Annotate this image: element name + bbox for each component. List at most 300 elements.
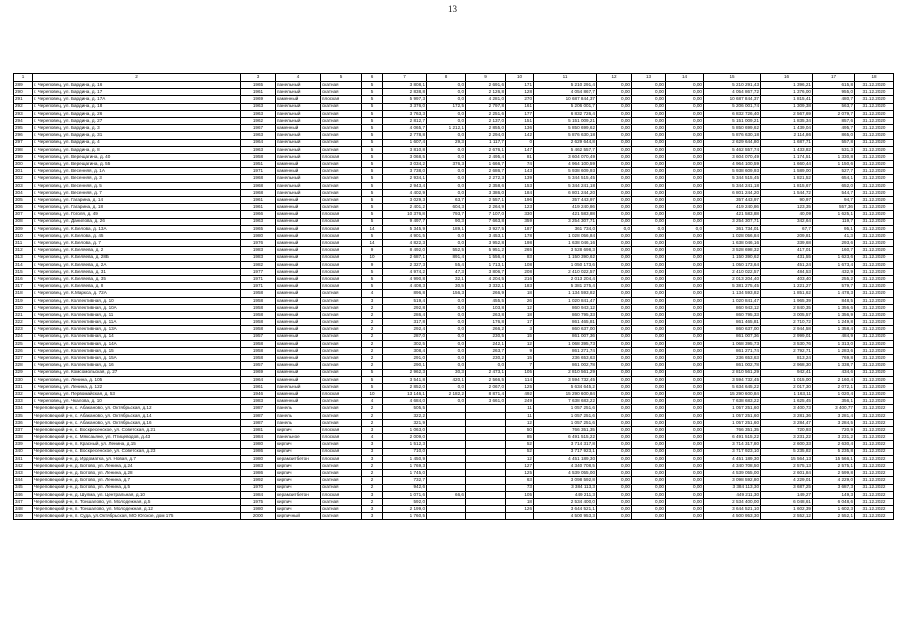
table-cell: г. Череповец, ул. К.Беляева, д. 2А: [33, 261, 241, 268]
table-cell: каменный: [276, 362, 321, 369]
table-cell: 0,00: [666, 96, 704, 103]
table-cell: 3 376,0: [383, 103, 427, 110]
table-cell: 0,00: [632, 376, 666, 383]
table-cell: 2 067,0: [466, 383, 506, 390]
table-cell: 0,00: [632, 175, 666, 182]
column-number: 4: [276, 74, 321, 82]
table-cell: 2 199,0: [383, 506, 427, 513]
table-cell: 11: [506, 412, 534, 419]
table-cell: 3 400,73: [761, 405, 813, 412]
table-cell: 0,00: [597, 232, 632, 239]
table-cell: 0,00: [632, 189, 666, 196]
table-cell: скатная: [321, 498, 362, 505]
table-cell: 1 760,5: [383, 513, 427, 520]
table-cell: 0,00: [597, 218, 632, 225]
table-cell: 339: [14, 441, 33, 448]
table-cell: 1 556,4: [466, 254, 506, 261]
table-cell: 0,00: [666, 161, 704, 168]
table-cell: 2: [362, 462, 383, 469]
table-cell: 0,00: [632, 125, 666, 132]
table-cell: 326: [14, 347, 33, 354]
table-cell: 861 465,81: [534, 319, 597, 326]
table-row: [14, 362, 894, 369]
table-cell: 5: [362, 146, 383, 153]
table-cell: 652,0: [813, 182, 855, 189]
table-cell: г. Череповец, ул. Бардина, д. 17А: [33, 96, 241, 103]
table-cell: 3: [362, 427, 383, 434]
table-cell: 3 530,76: [761, 340, 813, 347]
table-cell: 1 212,1: [427, 125, 466, 132]
table-row: [14, 419, 894, 426]
table-cell: 0,0: [427, 383, 466, 390]
table-cell: 0,00: [597, 290, 632, 297]
table-cell: 2 629 644,80: [704, 139, 761, 146]
table-cell: 1 769,3: [383, 462, 427, 469]
table-cell: скатная: [321, 319, 362, 326]
table-cell: каменный: [276, 347, 321, 354]
table-cell: каменный: [276, 398, 321, 405]
table-cell: 2 600,33: [761, 441, 813, 448]
table-cell: 3 284,5: [813, 419, 855, 426]
table-cell: 0,00: [666, 297, 704, 304]
table-cell: 0,00: [666, 412, 704, 419]
table-cell: 297: [14, 139, 33, 146]
table-cell: 557,8: [813, 139, 855, 146]
table-cell: 12: [506, 340, 534, 347]
table-cell: 1 057 251,6: [534, 412, 597, 419]
table-cell: 4 402,9: [383, 189, 427, 196]
table-cell: 321: [14, 312, 33, 319]
table-cell: 484,53: [761, 268, 813, 275]
table-cell: 31.12.2020: [855, 247, 894, 254]
table-cell: 4 451 189,30: [534, 455, 597, 462]
table-cell: 2: [362, 470, 383, 477]
table-row: [14, 297, 894, 304]
table-cell: 356,1: [813, 398, 855, 405]
table-cell: 0,00: [597, 347, 632, 354]
table-cell: 322,2: [383, 412, 427, 419]
table-cell: 357 443,97: [534, 197, 597, 204]
table-cell: г. Череповец, ул. Коллективная, д. 14: [33, 333, 241, 340]
table-cell: 0,00: [632, 146, 666, 153]
column-number: 11: [534, 74, 597, 82]
table-cell: 3 717 923,1: [534, 448, 597, 455]
table-cell: 0,00: [597, 82, 632, 89]
table-cell: 2 251,6: [466, 110, 506, 117]
table-cell: 315: [14, 268, 33, 275]
table-cell: 0,0: [427, 96, 466, 103]
table-cell: 1980: [241, 455, 276, 462]
table-cell: 5 344 241,18: [704, 182, 761, 189]
table-cell: 0,00: [597, 240, 632, 247]
table-cell: панельный: [276, 146, 321, 153]
table-cell: 31.12.2022: [855, 513, 894, 520]
table-cell: 322: [14, 319, 33, 326]
table-cell: 31.12.2022: [855, 434, 894, 441]
table-row: [14, 197, 894, 204]
table-cell: 270: [506, 96, 534, 103]
table-cell: 0,00: [597, 391, 632, 398]
table-cell: 0,00: [597, 297, 632, 304]
table-cell: 31.12.2020: [855, 197, 894, 204]
table-cell: скатная: [321, 117, 362, 124]
table-cell: 18: [506, 312, 534, 319]
table-cell: каменный: [276, 232, 321, 239]
table-cell: 1958: [241, 304, 276, 311]
table-cell: скатная: [321, 383, 362, 390]
table-cell: 860 795,33: [534, 312, 597, 319]
table-cell: 0,00: [632, 283, 666, 290]
table-cell: 1 050 173,6: [534, 261, 597, 268]
table-cell: скатная: [321, 369, 362, 376]
table-cell: 495,7: [813, 125, 855, 132]
table-cell: 5 210 291,4: [534, 82, 597, 89]
table-cell: [466, 513, 506, 520]
table-cell: 357 443,97: [704, 197, 761, 204]
table-cell: 1980: [241, 441, 276, 448]
table-cell: 3: [362, 441, 383, 448]
table-cell: 1 028 056,84: [534, 232, 597, 239]
table-cell: 1982: [241, 261, 276, 268]
table-cell: 0,00: [666, 240, 704, 247]
table-cell: г. Череповец, ул. Бардина, д. 8: [33, 146, 241, 153]
table-cell: кирпич: [276, 484, 321, 491]
table-cell: панельный: [276, 189, 321, 196]
table-cell: 4: [362, 398, 383, 405]
table-cell: 1 625,1: [813, 211, 855, 218]
table-cell: г. Череповец, ул. Ленина, д. 105: [33, 376, 241, 383]
table-cell: 860 943,12: [704, 304, 761, 311]
table-cell: 860 637,00: [704, 326, 761, 333]
table-cell: 0,0: [427, 153, 466, 160]
table-cell: 15 564,13: [761, 455, 813, 462]
table-cell: 31.12.2020: [855, 290, 894, 297]
table-cell: [427, 419, 466, 426]
table-cell: 31.12.2020: [855, 240, 894, 247]
table-cell: 0,00: [632, 506, 666, 513]
table-cell: 0,00: [597, 247, 632, 254]
table-cell: 4 340 708,5: [534, 462, 597, 469]
table-cell: 103,8: [466, 304, 506, 311]
table-cell: панельный: [276, 82, 321, 89]
table-cell: 2: [362, 312, 383, 319]
table-cell: 2 676,1: [466, 146, 506, 153]
table-cell: 3 763,3: [383, 110, 427, 117]
table-cell: 1964: [241, 139, 276, 146]
table-cell: 2 855,0: [466, 125, 506, 132]
table-cell: 66,6: [427, 491, 466, 498]
table-row: [14, 139, 894, 146]
table-cell: 32,1: [427, 276, 466, 283]
table-cell: панельный: [276, 383, 321, 390]
table-cell: 1971: [241, 168, 276, 175]
table-cell: 419 240,86: [534, 204, 597, 211]
table-cell: 1963: [241, 103, 276, 110]
table-cell: 0,00: [666, 204, 704, 211]
table-cell: каменный: [276, 391, 321, 398]
table-cell: скатная: [321, 506, 362, 513]
table-cell: г. Череповец, ул. Весенняя, д. 1А: [33, 168, 241, 175]
table-cell: 347: [14, 498, 33, 505]
table-cell: 0,00: [666, 491, 704, 498]
table-cell: 31.12.2020: [855, 132, 894, 139]
table-row: [14, 189, 894, 196]
table-cell: 0,00: [597, 268, 632, 275]
table-cell: 3 332,1: [466, 283, 506, 290]
table-cell: скатная: [321, 470, 362, 477]
table-cell: г. Череповец, ул. Ленина, д. 122: [33, 383, 241, 390]
table-cell: кирпич: [276, 427, 321, 434]
table-cell: 793,7: [427, 211, 466, 218]
table-cell: 3 254 307,71: [704, 218, 761, 225]
table-cell: скатная: [321, 484, 362, 491]
table-cell: 2 495,4: [466, 153, 506, 160]
table-cell: 14: [362, 240, 383, 247]
table-cell: 90,3: [427, 218, 466, 225]
table-row: [14, 247, 894, 254]
table-cell: 0,00: [597, 434, 632, 441]
table-cell: 1969: [241, 96, 276, 103]
table-cell: 13 146,1: [383, 391, 427, 398]
column-number: 16: [761, 74, 813, 82]
table-cell: 0,00: [666, 347, 704, 354]
table-cell: 431,55: [761, 254, 813, 261]
table-cell: 2 473,1: [466, 369, 506, 376]
table-cell: 3 386,0: [466, 189, 506, 196]
table-cell: 1 638 046,16: [534, 240, 597, 247]
table-cell: 0,00: [597, 326, 632, 333]
table-cell: 5: [362, 369, 383, 376]
table-cell: 216: [506, 276, 534, 283]
table-cell: плоская: [321, 448, 362, 455]
table-cell: 0,00: [597, 427, 632, 434]
table-cell: 30,5: [427, 283, 466, 290]
table-cell: 0,00: [666, 319, 704, 326]
table-cell: 1969: [241, 369, 276, 376]
table-cell: 341: [14, 455, 33, 462]
table-cell: 143: [506, 168, 534, 175]
table-row: [14, 448, 894, 455]
table-cell: 0,00: [597, 132, 632, 139]
table-cell: 314: [14, 261, 33, 268]
table-cell: 5: [362, 376, 383, 383]
table-cell: 2 272,3: [466, 175, 506, 182]
table-cell: 31.12.2020: [855, 225, 894, 232]
column-number: 14: [666, 74, 704, 82]
table-cell: 342: [14, 462, 33, 469]
table-cell: 31.12.2020: [855, 333, 894, 340]
table-cell: 0,00: [632, 427, 666, 434]
table-cell: [466, 419, 506, 426]
column-number: 6: [362, 74, 383, 82]
table-cell: кирпич: [276, 462, 321, 469]
table-row: [14, 412, 894, 419]
table-cell: г. Череповец, ул. К.Беляева, д. 35: [33, 276, 241, 283]
table-cell: 0,00: [597, 304, 632, 311]
table-cell: [466, 441, 506, 448]
table-cell: 720,93: [761, 427, 813, 434]
table-cell: 5: [362, 103, 383, 110]
table-cell: 0,00: [632, 369, 666, 376]
table-cell: 0,00: [666, 304, 704, 311]
table-cell: 149,3: [813, 491, 855, 498]
table-cell: 0,0: [427, 132, 466, 139]
table-cell: 2 017,30: [761, 383, 813, 390]
table-cell: 0,00: [666, 462, 704, 469]
table-cell: каменный: [276, 254, 321, 261]
table-cell: 896,8: [383, 290, 427, 297]
table-row: [14, 96, 894, 103]
table-row: [14, 132, 894, 139]
table-cell: 1977: [241, 268, 276, 275]
table-cell: 0,00: [632, 462, 666, 469]
table-cell: 63,7: [427, 197, 466, 204]
table-row: [14, 369, 894, 376]
table-cell: каменный: [276, 297, 321, 304]
table-cell: 1 309,38: [761, 103, 813, 110]
table-cell: 1976: [241, 240, 276, 247]
table-cell: Череповецкий р-н, с. Абакановo, ул. Октябрьская, д.14: [33, 412, 241, 419]
table-cell: 4 054 867,7: [534, 89, 597, 96]
table-cell: 5 876 630,18: [704, 132, 761, 139]
table-cell: 3 098 592,80: [704, 477, 761, 484]
table-cell: 1987: [241, 405, 276, 412]
table-cell: 0,00: [666, 312, 704, 319]
table-cell: каменный: [276, 204, 321, 211]
table-cell: 1 057 251,6: [534, 405, 597, 412]
table-cell: 1961: [241, 197, 276, 204]
table-cell: панельный: [276, 117, 321, 124]
table-cell: 2 999,01: [761, 333, 813, 340]
table-cell: 5: [362, 82, 383, 89]
table-cell: 1 638 046,16: [704, 240, 761, 247]
table-row: [14, 261, 894, 268]
table-cell: 0,00: [666, 268, 704, 275]
table-cell: 1987: [241, 419, 276, 426]
table-cell: 1 015,00: [761, 376, 813, 383]
table-cell: 292,8: [383, 304, 427, 311]
table-cell: 329: [14, 369, 33, 376]
table-cell: панельное: [276, 434, 321, 441]
table-cell: 1957: [241, 362, 276, 369]
table-cell: 0,00: [666, 340, 704, 347]
table-cell: 0,00: [597, 498, 632, 505]
table-cell: 52: [506, 441, 534, 448]
table-row: [14, 383, 894, 390]
column-number: 13: [632, 74, 666, 82]
table-cell: 255,2: [813, 276, 855, 283]
table-row: [14, 276, 894, 283]
table-cell: 319: [14, 297, 33, 304]
table-cell: 2: [362, 347, 383, 354]
table-cell: 0,00: [666, 153, 704, 160]
table-cell: 4 964 100,59: [534, 161, 597, 168]
table-cell: 307: [14, 211, 33, 218]
table-cell: 184: [506, 189, 534, 196]
table-cell: 0,00: [666, 117, 704, 124]
table-cell: 4 822,3: [383, 240, 427, 247]
table-cell: керамзитбетон: [276, 455, 321, 462]
table-cell: 18: [506, 498, 534, 505]
table-cell: 2 962,3: [383, 369, 427, 376]
table-cell: 0,00: [666, 355, 704, 362]
table-cell: 2 566,5: [466, 376, 506, 383]
table-cell: 6 491 515,22: [704, 434, 761, 441]
table-cell: 31.12.2020: [855, 146, 894, 153]
table-row: [14, 161, 894, 168]
table-row: [14, 240, 894, 247]
table-cell: 3 384 113,30: [704, 484, 761, 491]
column-number: 2: [33, 74, 241, 82]
table-cell: 0,0: [427, 347, 466, 354]
table-cell: 348: [14, 506, 33, 513]
table-row: [14, 268, 894, 275]
table-cell: 15 290 600,84: [534, 391, 597, 398]
table-cell: скатная: [321, 139, 362, 146]
table-cell: 95,1: [813, 225, 855, 232]
table-cell: 31.12.2020: [855, 276, 894, 283]
table-cell: 5 344 515,45: [534, 175, 597, 182]
table-cell: 0,00: [597, 441, 632, 448]
table-cell: 2: [362, 304, 383, 311]
table-cell: каменный: [276, 340, 321, 347]
table-cell: 1958: [241, 297, 276, 304]
table-cell: 26: [506, 297, 534, 304]
table-cell: 295: [14, 125, 33, 132]
table-cell: 2 812,7: [383, 117, 427, 124]
table-cell: 0,00: [632, 419, 666, 426]
table-cell: 861 465,81: [704, 319, 761, 326]
table-cell: 3 661,0: [466, 398, 506, 405]
table-cell: 31.12.2022: [855, 448, 894, 455]
table-cell: 2 567,69: [761, 110, 813, 117]
table-cell: 376,3: [427, 161, 466, 168]
table-cell: каменный: [276, 326, 321, 333]
table-cell: 31.12.2022: [855, 412, 894, 419]
table-row: [14, 347, 894, 354]
table-cell: 1 607,4: [383, 139, 427, 146]
table-cell: 0,00: [632, 434, 666, 441]
table-cell: 0,00: [597, 491, 632, 498]
table-cell: г. Череповец, ул. К.Беляева, д. 8: [33, 283, 241, 290]
table-cell: скатная: [321, 297, 362, 304]
table-cell: каменный: [276, 369, 321, 376]
table-cell: 5 634 645,2: [534, 383, 597, 390]
table-cell: 31.12.2022: [855, 405, 894, 412]
table-cell: 8 871,4: [466, 391, 506, 398]
table-cell: 142: [506, 132, 534, 139]
table-cell: 312: [14, 247, 33, 254]
table-cell: 50: [506, 427, 534, 434]
table-cell: скатная: [321, 376, 362, 383]
table-cell: 327: [14, 355, 33, 362]
table-cell: каменный: [276, 276, 321, 283]
table-cell: г. Череповец, ул. Бардина, д. 17: [33, 89, 241, 96]
table-row: [14, 125, 894, 132]
table-row: [14, 398, 894, 405]
table-row: [14, 340, 894, 347]
table-cell: 0,00: [632, 405, 666, 412]
table-cell: 0,00: [666, 175, 704, 182]
table-cell: 149,27: [761, 491, 813, 498]
table-cell: панельный: [276, 139, 321, 146]
table-cell: 198: [506, 240, 534, 247]
table-cell: 3 687,25: [761, 484, 813, 491]
table-cell: 1 057 251,6: [534, 419, 597, 426]
table-cell: 4 229,0: [813, 477, 855, 484]
table-cell: 654,1: [813, 175, 855, 182]
table-cell: плоская: [321, 96, 362, 103]
